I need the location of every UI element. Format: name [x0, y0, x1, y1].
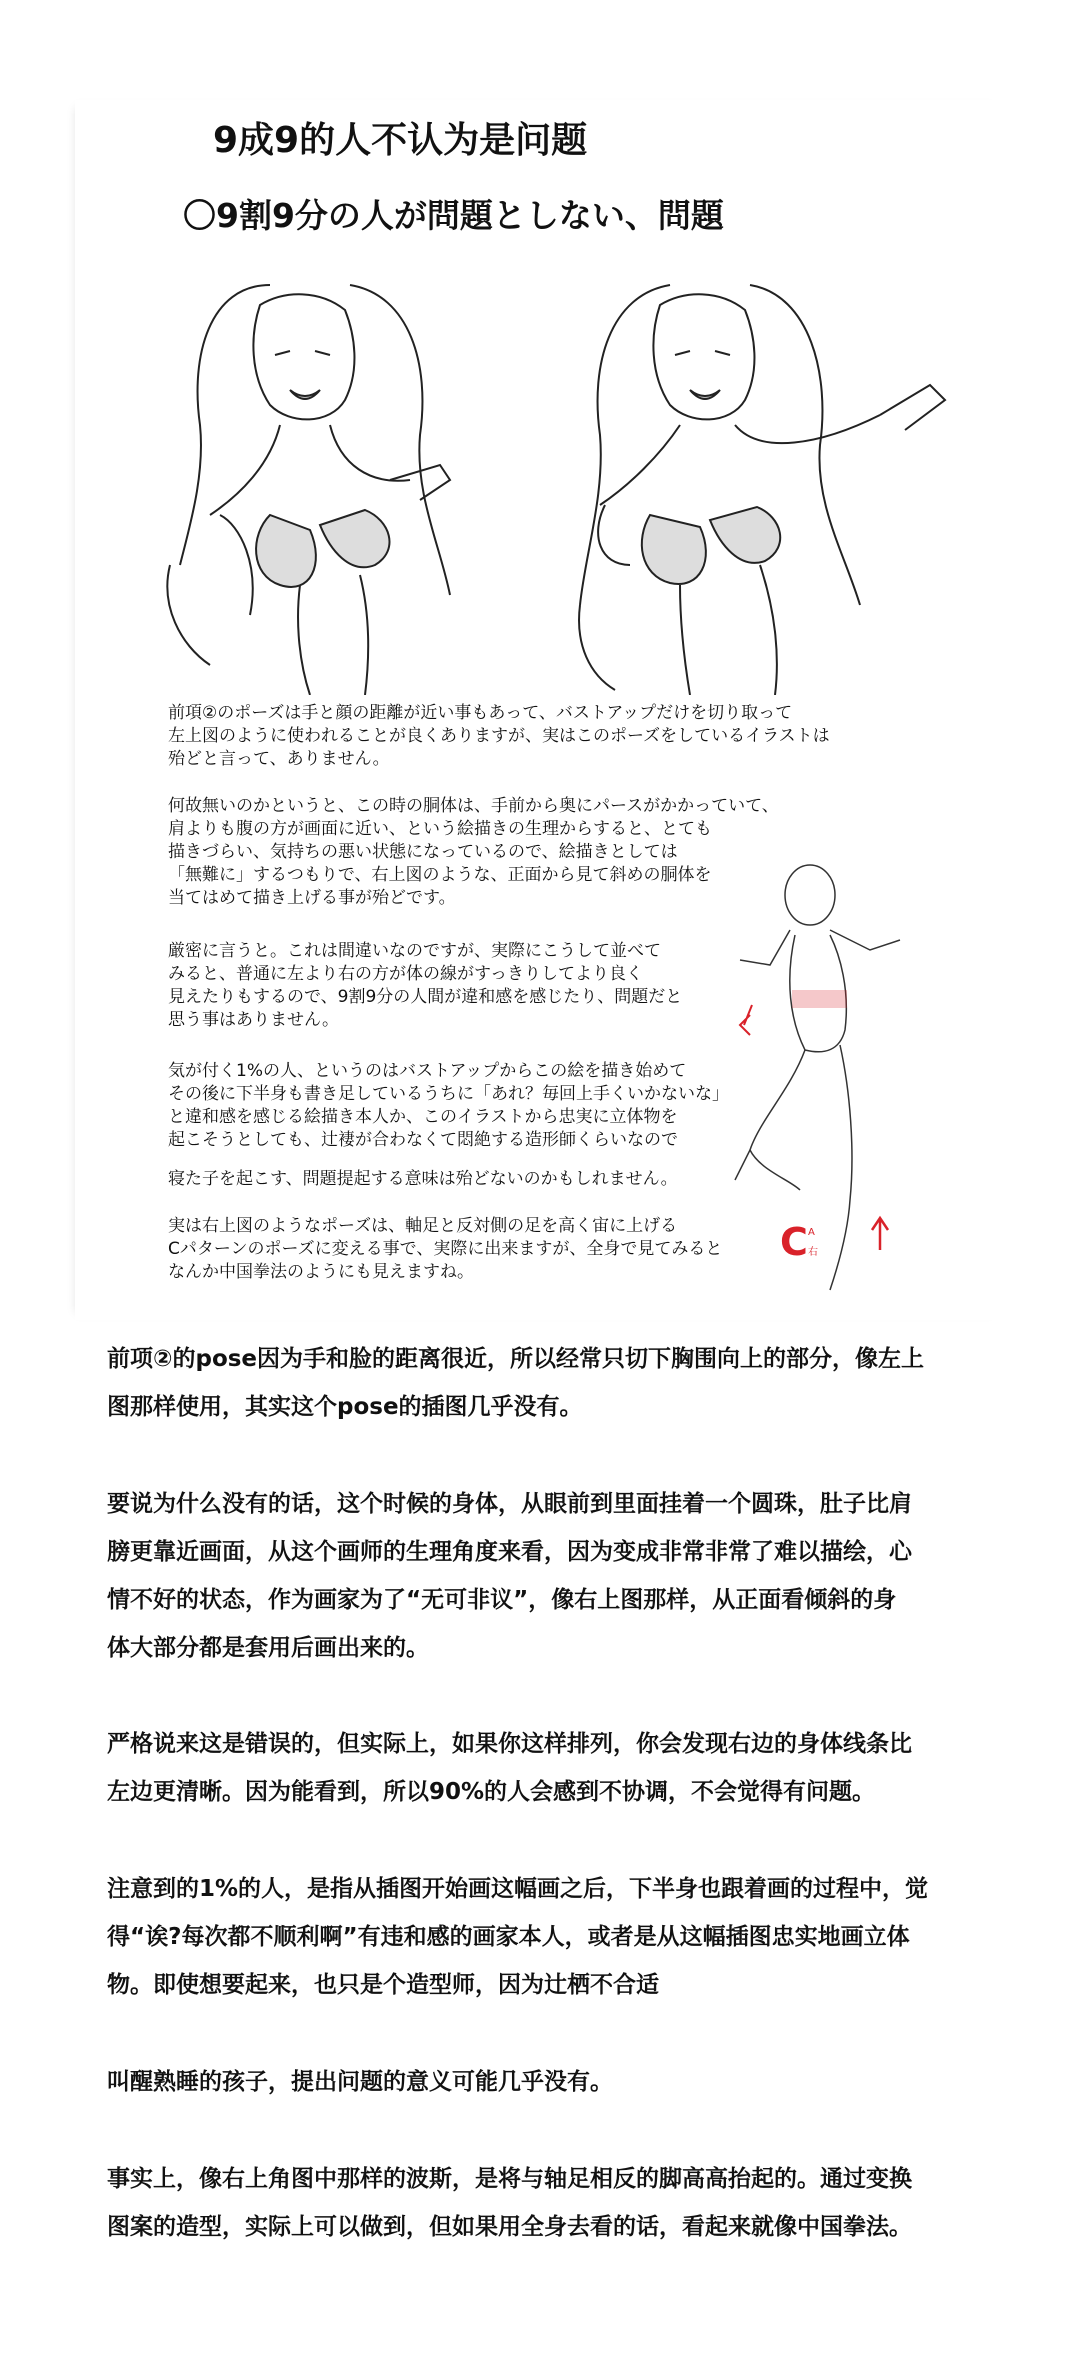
chinese-paragraph-2: 要说为什么没有的话，这个时候的身体，从眼前到里面挂着一个圆珠，肚子比肩 膀更靠近画面，从这个画师的生理角度来看，因为变成非常非常了难以描绘，心 情不好的状态，作为画家为了“无可非议”，像右上图那样，从正面看倾斜的身 体大部分都是套用后画出来的。 — [107, 1491, 912, 1661]
japanese-paragraph-3: 厳密に言うと。これは間違いなのですが、実際にこうして並べて みると、普通に左より右の方が体の線がすっきりしてより良く 見えたりもするので、9割9分の人間が違和感を感じたり、問題だと 思う事はありません。 — [168, 941, 683, 1030]
chinese-paragraph-4: 注意到的1%的人，是指从插图开始画这幅画之后，下半身也跟着画的过程中，觉 得“诶?每次都不顺利啊”有违和感的画家本人，或者是从这幅插图忠实地画立体 物。即使想要起来，也只是个造型师，因为辻栖不合适 — [107, 1876, 929, 1998]
chinese-paragraph-6: 事实上，像右上角图中那样的波斯，是将与轴足相反的脚高高抬起的。通过变换 图案的造型，实际上可以做到，但如果用全身去看的话，看起来就像中国拳法。 — [107, 2166, 912, 2240]
japanese-paragraph-4: 気が付く1%の人、というのはバストアップからこの絵を描き始めて その後に下半身も書き足しているうちに「あれ？毎回上手くいかないな」 と違和感を感じる絵描き本人か、このイラストから忠実に立体物を 起こそうとしても、辻褄が合わなくて悶絶する造形師くらいなので — [168, 1061, 729, 1150]
page-title-japanese: 〇9割9分の人が問題としない、問題 — [183, 196, 724, 235]
japanese-paragraph-5: 寝た子を起こす、問題提起する意味は殆どないのかもしれません。 — [168, 1169, 678, 1189]
chinese-paragraph-1: 前项②的pose因为手和脸的距离很近，所以经常只切下胸围向上的部分，像左上 图那样使用，其实这个pose的插图几乎没有。 — [107, 1346, 925, 1420]
pose-label-a: A — [808, 1227, 815, 1238]
chinese-paragraph-5: 叫醒熟睡的孩子，提出问题的意义可能几乎没有。 — [107, 2069, 613, 2095]
japanese-paragraph-6: 実は右上図のようなポーズは、軸足と反対側の足を高く宙に上げる Cパターンのポーズに変える事で、実際に出来ますが、全身で見てみると なんか中国拳法のようにも見えますね。 — [168, 1216, 723, 1282]
pose-label-c: C — [780, 1220, 808, 1264]
japanese-paragraph-1: 前項②のポーズは手と顔の距離が近い事もあって、バストアップだけを切り取って 左上図のように使われることが良くありますが、実はこのポーズをしているイラストは 殆どと言って、ありません。 — [168, 703, 830, 769]
chinese-paragraph-3: 严格说来这是错误的，但实际上，如果你这样排列，你会发现右边的身体线条比 左边更清晰。因为能看到，所以90%的人会感到不协调，不会觉得有问题。 — [107, 1731, 912, 1805]
girl-illustration-left — [150, 265, 460, 695]
pose-sketch — [730, 850, 960, 1300]
page-title-chinese: 9成9的人不认为是问题 — [213, 120, 588, 161]
girl-illustration-right — [560, 265, 960, 695]
pose-label-right: 右 — [808, 1247, 818, 1258]
japanese-paragraph-2: 何故無いのかというと、この時の胴体は、手前から奥にパースがかかっていて、 肩よりも腹の方が画面に近い、という絵描きの生理からすると、とても 描きづらい、気持ちの悪い状態になっているので、絵描きとしては 「無難に」するつもりで、右上図のような、正面から見て斜めの胴体を 当てはめて描き上げる事が殆どです。 — [168, 796, 779, 908]
